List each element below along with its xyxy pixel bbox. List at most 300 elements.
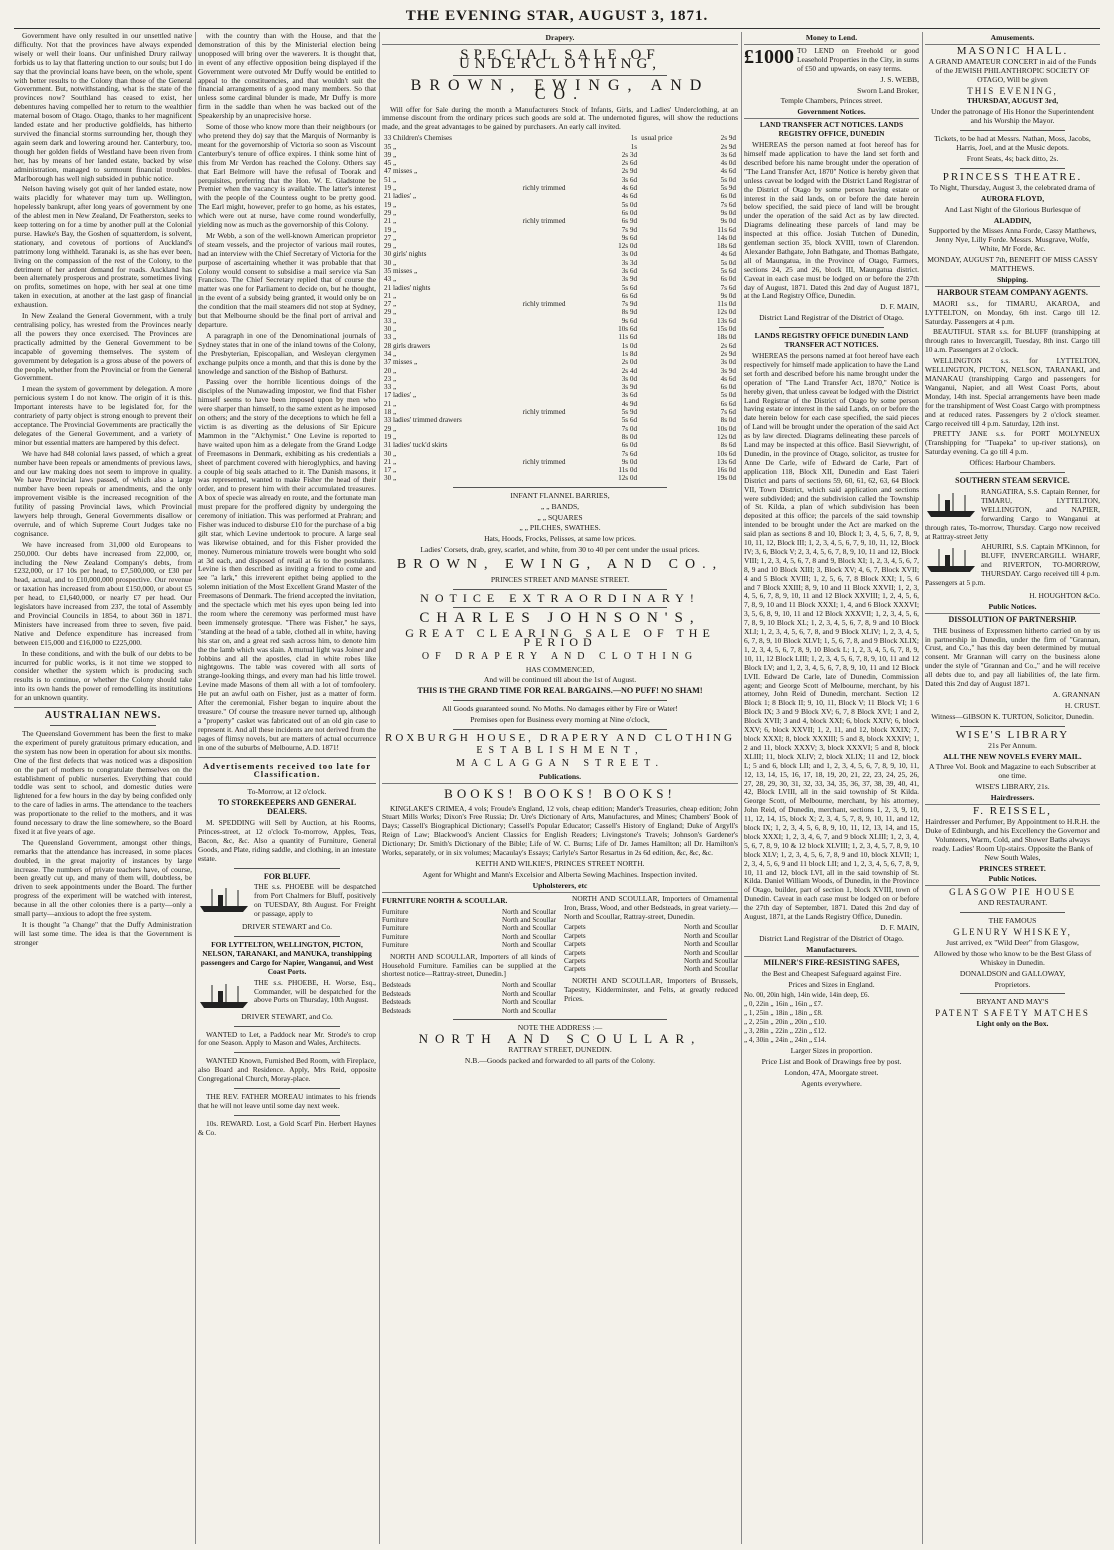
ns-word: Bedsteads <box>382 1006 411 1015</box>
money-amount: £1000 <box>744 45 794 68</box>
usual-price-label <box>639 367 699 375</box>
usual-price-label <box>639 167 699 175</box>
steamship-icon <box>198 981 250 1011</box>
divider <box>779 327 884 328</box>
sale-price: 2s 9d <box>621 167 638 176</box>
usual-price-label <box>639 342 699 350</box>
ns-name: North and Scoullar <box>684 965 738 974</box>
article-paragraph: Mr Webb, a son of the well-known American proprietor of steam vessels, and the projector of various mail routes, had an interview with the Chief Secretary of Victoria for the purpose of ascertaining whether it was probable that that Colony would consent to subsidise a mail service via San Francisco. The Chief Secretary replied that of course the matter was one for Parliament to decide on, but he thought, in the event of a subsidy being granted, it would only be on the condition that the mail steamers did not stop at Sydney, but that Melbourne should be the final port of arrival and departure. <box>198 230 376 329</box>
ad-body: NORTH AND SCOULLAR, Importers of all kinds of Household Furniture. Families can be supplied at the shortest notice—Rattray-street, Dunedin.] <box>382 951 556 979</box>
price-row <box>382 408 738 416</box>
item-name: 17 ladies' „ <box>384 391 417 400</box>
section-heading: Public Notices. <box>925 603 1100 614</box>
item-name: 43 „ <box>384 275 397 284</box>
item-name: 34 „ <box>384 349 397 358</box>
sale-price: 3s 9d <box>621 275 638 284</box>
ad-signature: H. CRUST. <box>1064 700 1100 710</box>
item-name: 30 „ <box>384 325 397 334</box>
item-note <box>521 416 601 424</box>
item-name: 30 „ <box>384 258 397 267</box>
usual-price-label <box>639 226 699 234</box>
sale-price: 6s 6d <box>621 291 638 300</box>
sale-price: 7s 9d <box>621 300 638 309</box>
southern-title: SOUTHERN STEAM SERVICE. <box>955 476 1070 486</box>
usual-price: 2s 6d <box>720 341 736 350</box>
usual-price-label <box>639 375 699 383</box>
usual-price: 2s 9d <box>720 134 736 143</box>
firm-name: BROWN, EWING, AND CO. <box>410 76 710 103</box>
harbour-title: HARBOUR STEAM COMPANY AGENTS. <box>937 287 1088 297</box>
sale-price: 3s 9d <box>621 383 638 392</box>
sale-price: 1s 0d <box>621 341 638 350</box>
milner-price-rows <box>744 991 919 1044</box>
ad-body: NORTH AND SCOULLAR, Importers of Ornamental Iron, Brass, Wood, and other Bedsteads, in great variety.—North and Scoullar, Rattray-street, Dunedin. <box>564 893 738 921</box>
milner-sub: the Best and Cheapest Safeguard against Fire. <box>761 968 902 978</box>
ns-list-row <box>382 924 556 932</box>
price-row <box>382 250 738 258</box>
ad-date: To-Morrow, at 12 o'clock. <box>247 787 327 797</box>
column-divider <box>195 32 196 1544</box>
ad-title: FOR BLUFF. <box>263 871 311 881</box>
ns-word: Bedsteads <box>382 998 411 1007</box>
item-name: 19 „ <box>384 225 397 234</box>
late-ads-heading: Advertisements received too late for Classification. <box>202 760 372 780</box>
notice-office: District Land Registrar of the District of Otago. <box>759 933 904 943</box>
ns-name: North and Scoullar <box>502 924 556 933</box>
article-paragraph: Passing over the horrible licentious doings of the disciples of the Nunawading impostor, we find that Fisher himself seems to have been imposed upon by men who were sharper than himself, to the same extent as he imposed on others; and the story of the deceptions to which he fell a victim is as diverting as the delusions of Sir Epicure Mammon in the "Alchymist." One Levine is reported to have waited upon him as a delegate from the Grand Lodge of Freemasons in Denmark, exhibiting as his credentials a sheet of parchment covered with hieroglyphics, and having a couple of big seals attached to it. The Danish masons, it was represented, wanted to make Fisher the head of their order, and to present him with their accumulated treasures. A box of specie was already en route, and the fortunate man must prepare for the proffered dignity by undergoing the ceremony of initiation. This was performed at Prahran; and Fisher was induced to disburse £10 for the purchase of a big gilt star, which Levine undertook to procure. A large seal was likewise obtained, and for this Fisher provided the money. Numerous miniature trowels were bought who sold at 3d each, and disposed of retail at 6s to the postulants. Levine is then described as inviting a friend to come and see "a lark," this irreverent epithet being applied to the solemn initiation of the Most Excellent Grand Master of the Freemasons of Denmark. The friend accepted the invitation, and the spectacle which met his eyes upon being led into the room where the ceremony was performed must have been immensely grotesque. "There was Fisher," he says, "standing at the head of a table, clothed all in white, having his star on, and a great red sash across him, to denote him the the lamb which was slain. A mutual light was Joiner and Jobbins and all the apostles, clad in white robes like nightgowns. The table was covered with all sorts of strange-looking things, and every man had his little trowel. Levine made Masons of them all with a lot of tomfoolery. He put an awful oath on Fisher, just as a matter of form. After the ceremonial, Fisher began to inquire about the treasure." Of course the treasure never turned up, although a "property" casket was fabricated out of an old gin case to represent it. And all these incidents are not derived from the pages of flimsy novels, but are matters of actual occurrence in one of the suburbs of Melbourne, A.D. 1871! <box>198 377 376 752</box>
usual-price: 5s 9d <box>720 184 736 193</box>
milner-list: Price List and Book of Drawings free by post. <box>761 1056 902 1066</box>
milner-row: No. 00, 20in high, 14in wide, 14in deep, £6. <box>744 991 870 1000</box>
bargains-line: THIS IS THE GRAND TIME FOR REAL BARGAINS.—NO PUFF! NO SHAM! <box>417 686 703 696</box>
price-row <box>382 433 738 441</box>
sale-price: 4s 9d <box>621 399 638 408</box>
item-note <box>521 292 601 300</box>
item-note <box>521 474 601 482</box>
price-row <box>382 425 738 433</box>
dissolution-witness: Witness—GIBSON K. TURTON, Solicitor, Dunedin. <box>931 711 1094 721</box>
guaranteed-line: All Goods guaranteed sound. No Moths. No damages either by Fire or Water! <box>442 704 678 714</box>
usual-price: 4s 0d <box>720 159 736 168</box>
sale-price: 1s <box>630 134 638 143</box>
ns-list-row <box>564 957 738 965</box>
price-row <box>382 325 738 333</box>
price-row <box>382 192 738 200</box>
item-name: 33 „ <box>384 333 397 342</box>
item-name: 33 „ <box>384 316 397 325</box>
bryant-line: BRYANT AND MAY'S <box>976 997 1049 1007</box>
usual-price-label <box>639 433 699 441</box>
item-note <box>521 259 601 267</box>
wise-foot: WISE'S LIBRARY, 21s. <box>975 782 1050 792</box>
steamship-icon <box>925 490 977 520</box>
item-note <box>521 151 601 159</box>
item-name: 29 „ <box>384 208 397 217</box>
sale-price: 5s 0d <box>621 200 638 209</box>
milner-row: „ 1, 25in „ 18in „ 18in „ £8. <box>744 1009 823 1018</box>
milner-row: „ 0, 22in „ 16in „ 16in „ £7. <box>744 1000 823 1009</box>
usual-price: 19s 0d <box>717 474 736 483</box>
usual-price: 2s 9d <box>720 142 736 151</box>
ad-body: M. SPEDDING will Sell by Auction, at his Rooms, Princes-street, at 12 o'clock To-morrow, Apples, Teas, Bacon, &c, &c. Also a quantity of Furniture, General Goods, and Plate, riding saddle, and clothing, in an intestate estate. <box>198 818 376 863</box>
usual-price: 18s 0d <box>717 333 736 342</box>
maclaggan-line: MACLAGGAN STREET. <box>456 757 664 769</box>
usual-price-label <box>639 450 699 458</box>
item-name: 21 ladies' „ <box>384 192 417 201</box>
notice-title: LAND TRANSFER ACT NOTICES. LANDS REGISTRY OFFICE, DUNEDIN <box>759 120 904 139</box>
divider <box>453 1019 667 1020</box>
sale-price: 2s 3d <box>621 150 638 159</box>
item-note <box>521 317 601 325</box>
ad-signature: J. S. WEBB, <box>880 74 919 84</box>
wise-novels: ALL THE NEW NOVELS EVERY MAIL. <box>943 751 1082 761</box>
price-row <box>382 143 738 151</box>
article-paragraph: We have increased from 31,000 old Europeans to 250,000. Our debts have increased from 22,000, or, including the New Zealand Company's debts, from £232,000, or 17 10s per head, to £7,500,000, or £30 per head, actual, and to £10,000,000 prospective. Our revenue or taxation has increased from about £150,000, or about £5 per head, to £1,640,000, or nearly £7 per head. Our legislators have increased from 237, the total of Assembly and Provincial Councils in 1854, to about 360 in 1871. Ministers have increased from three to seven, five paid. Native and Defence expenditure has increased from between £15,000 and £16,000 to £225,000. <box>14 539 192 647</box>
ns-name: North and Scoullar <box>684 923 738 932</box>
section-heading: Amusements. <box>925 34 1100 45</box>
divider <box>960 912 1065 913</box>
usual-price-label <box>639 317 699 325</box>
section-heading: Public Notices. <box>925 875 1100 886</box>
usual-price: 9s 0d <box>720 217 736 226</box>
drapery-line: OF DRAPERY AND CLOTHING <box>421 650 699 662</box>
note-address: NOTE THE ADDRESS :— <box>517 1023 603 1032</box>
item-note: richly trimmed <box>522 408 566 417</box>
usual-price-label <box>639 217 699 225</box>
price-row <box>382 267 738 275</box>
ns-title: FURNITURE NORTH & SCOULLAR. <box>382 895 508 905</box>
item-name: 27 „ <box>384 300 397 309</box>
hats-line: Hats, Hoods, Frocks, Pelisses, at same low prices. <box>484 534 636 544</box>
usual-price: 5s 0d <box>720 175 736 184</box>
item-name: 29 „ <box>384 308 397 317</box>
princess-body: To Night, Thursday, August 3, the celebrated drama of <box>929 182 1096 192</box>
usual-price: 3s 9d <box>720 366 736 375</box>
ad-body: 10s. REWARD. Lost, a Gold Scarf Pin. Herbert Haynes & Co. <box>198 1118 376 1137</box>
item-note <box>521 333 601 341</box>
item-note <box>521 275 601 283</box>
price-row <box>382 416 738 424</box>
dissolution-title: DISSOLUTION OF PARTNERSHIP. <box>948 614 1077 624</box>
price-row <box>382 383 738 391</box>
ad-body: NORTH AND SCOULLAR, Importers of Brussels, Tapestry, Kidderminster, and Felts, at greatly reduced Prices. <box>564 975 738 1003</box>
establishment-line: ESTABLISHMENT, <box>476 744 644 756</box>
price-row <box>382 375 738 383</box>
price-row <box>382 300 738 308</box>
ship-notice: RANGATIRA, S.S. Captain Renner, for TIMARU, LYTTELTON, WELLINGTON, and NAPIER, forwarding Cargo to Wanganui at through rates, To-morrow, Thursday. Cargo now received at Rattray-street Jetty <box>925 486 1100 541</box>
item-name: 39 „ <box>384 150 397 159</box>
ns-name: North and Scoullar <box>502 916 556 925</box>
article-paragraph: Some of those who know more than their neighbours (or who pretend they do) say that the Marquis of Normanby is meant for the governorship of Victoria so soon as Viscount Canterbury's tenure of office expires. I think some hint of this from Mr Verdon has reached the Colony. Others say that Earl Belmore will have the refusal of Toorak and perquisites, preferring that the Hon. W. E. Gladstone be Premier when the vacancy is available. The latter's interest with the people of the Countess ought to be pretty good. The Earl might, however, prefer to go home, as his estates, which were out at nurse, have come round wonderfully, yielding now as much as the governorship of this Colony. <box>198 122 376 230</box>
price-row <box>382 400 738 408</box>
sale-price: 2s 6d <box>621 159 638 168</box>
glenury-title: GLENURY WHISKEY, <box>953 927 1072 938</box>
item-note <box>521 209 601 217</box>
ns-name: North and Scoullar <box>684 940 738 949</box>
item-name: 33 Children's Chemises <box>384 134 452 143</box>
item-note <box>521 375 601 383</box>
ns-list-row <box>564 923 738 931</box>
usual-price-label <box>639 143 699 151</box>
item-note <box>521 425 601 433</box>
article-paragraph: We have had 848 colonial laws passed, of which a great number have been repeals or amendments of previous laws, and our law making does not seem to improve in quality. We have Provincial laws passed, of which also a large number have been repeals or amendments, and the only improvement visible is the increased recognition of the futility of passing Provincial laws, which Provincial lawyers help through, General Governments disallow or overrule, and of which Supreme Court Judges take no cognisance. <box>14 448 192 538</box>
section-heading: Money to Lend. <box>744 34 919 45</box>
item-note <box>521 234 601 242</box>
column-divider <box>741 32 742 1544</box>
notice-title: LANDS REGISTRY OFFICE DUNEDIN LAND TRANSFER ACT NOTICES. <box>754 331 909 350</box>
sale-title: SPECIAL SALE OF UNDERCLOTHING, <box>458 46 662 72</box>
ns-carpets-list <box>564 923 738 973</box>
divider <box>234 1052 341 1053</box>
item-note <box>521 226 601 234</box>
ship-notice: AHURIRI, S.S. Captain M'Kinnon, for BLUFF, INVERCARGILL WHARF, and RIVERTON, TO-MORROW, THURSDAY. Cargo received till 4 p.m. Passengers at 5 p.m. <box>925 542 1100 588</box>
divider <box>453 607 667 608</box>
usual-price: 10s 0d <box>717 424 736 433</box>
usual-price: 8s 0d <box>720 416 736 425</box>
ns-word: Carpets <box>564 940 586 949</box>
sale-price: 9s 6d <box>621 233 638 242</box>
item-note <box>521 242 601 250</box>
reissel-title: F. REISSEL, <box>973 805 1052 818</box>
usual-price: 11s 0d <box>717 300 736 309</box>
item-note <box>521 466 601 474</box>
item-name: 21 „ <box>384 399 397 408</box>
price-row <box>382 159 738 167</box>
concert-date: THURSDAY, AUGUST 3rd, <box>966 96 1059 106</box>
ns-name: North and Scoullar <box>502 998 556 1007</box>
tickets-info: Tickets, to be had at Messrs. Nathan, Moss, Jacobs, Harris, Joel, and at the Music depots. <box>934 134 1091 153</box>
sale-price: 6s 0d <box>621 208 638 217</box>
usual-price-label <box>639 259 699 267</box>
usual-price-label <box>639 474 699 482</box>
sale-price: 11s 0d <box>618 466 638 475</box>
usual-price-label <box>639 234 699 242</box>
usual-price: 3s 0d <box>720 358 736 367</box>
usual-price-label <box>639 391 699 399</box>
sale-price: 12s 0d <box>618 474 638 483</box>
usual-price: 6s 0d <box>720 383 736 392</box>
steamship-icon <box>925 545 977 575</box>
usual-price: 4s 6d <box>720 167 736 176</box>
price-row <box>382 217 738 225</box>
item-note <box>521 201 601 209</box>
glenury-body: Allowed by those who know to be the Best Glass of Whiskey in Dunedin. <box>933 948 1092 967</box>
article-paragraph: The Queensland Government has been the first to make the experiment of purely gratuitous primary education, and the system has now been in operation for about six months. One of the first defects that was noticed was a disposition on the part of mothers to congratulate themselves on the establishment of public nurseries. Everything that could toddle was sent to school, and domestic duties were lightened for a few hours in the day by being confided only to the care of ladies in arms. The attendance to the teachers was proportionate to the relief to the mothers, and it was found necessary to draw the line somewhere, so the Board fixed it at five years of age. <box>14 728 192 836</box>
usual-price: 14s 0d <box>717 233 736 242</box>
ns-word: Bedsteads <box>382 981 411 990</box>
infant-line: INFANT FLANNEL BARRIES, <box>510 490 610 500</box>
item-name: 23 „ <box>384 374 397 383</box>
item-name: 29 „ <box>384 242 397 251</box>
aladdin: ALADDIN, <box>993 215 1032 225</box>
item-name: 33 ladies' trimmed drawers <box>384 416 462 425</box>
ship-notice: MAORI s.s., for TIMARU, AKAROA, and LYTTELTON, on Monday, 6th inst. Cargo till 12. Saturday. Passengers at 4 p.m. <box>925 298 1100 326</box>
usual-price: 7s 6d <box>720 283 736 292</box>
sale-price: 5s 9d <box>621 408 638 417</box>
usual-price: 6s 6d <box>720 399 736 408</box>
item-name: 30 girls' nights <box>384 250 427 259</box>
section-heading: Government Notices. <box>744 108 919 119</box>
ad-body: THE s.s. PHOEBE, H. Worse, Esq., Commander, will be despatched for the above Ports on Thursday, 10th August. <box>254 977 376 1005</box>
milner-row: „ 3, 28in „ 22in „ 22in „ £12. <box>744 1027 827 1036</box>
price-row <box>382 391 738 399</box>
item-note <box>521 400 601 408</box>
usual-price: 10s 6d <box>717 449 736 458</box>
sale-price: 2s 4d <box>621 366 638 375</box>
item-note <box>521 267 601 275</box>
usual-price: 13s 6d <box>717 457 736 466</box>
usual-price-label <box>639 466 699 474</box>
ns-word: Carpets <box>564 965 586 974</box>
usual-price: 5s 0d <box>720 391 736 400</box>
ns-list-row <box>382 998 556 1006</box>
column-1 <box>14 32 192 1544</box>
usual-price: 9s 0d <box>720 208 736 217</box>
usual-price: 9s 0d <box>720 291 736 300</box>
continued-line: And will be continued till about the 1st of August. <box>483 675 637 685</box>
divider <box>453 589 667 590</box>
price-row <box>382 226 738 234</box>
ns-list-row <box>564 932 738 940</box>
item-note <box>521 192 601 200</box>
infant-line: „ „ BANDS, <box>540 501 580 511</box>
sale-price: 2s 0d <box>621 358 638 367</box>
keith-agent: Agent for Whight and Mann's Excelsior and Alberta Sewing Machines. Inspection invited. <box>422 869 698 879</box>
price-row <box>382 242 738 250</box>
ns-name: North and Scoullar <box>502 981 556 990</box>
price-row <box>382 184 738 192</box>
price-row <box>382 367 738 375</box>
item-note <box>521 358 601 366</box>
usual-price: 8s 6d <box>720 441 736 450</box>
ns-list-row <box>382 908 556 916</box>
article-paragraph: I mean the system of government by delegation. A more pernicious system I do not know. The origin of it is this. Important interests have to be legislated for, for the contrariety of party object is strong enough to prevent their acceptance. The Provincial Governments are practically the delegates of the General Government, and a variety of minor but essential matters are hampered by this defect. <box>14 384 192 447</box>
ns-list-row <box>382 933 556 941</box>
item-note: richly trimmed <box>522 184 566 193</box>
item-note <box>521 342 601 350</box>
item-note <box>521 134 601 142</box>
sale-price: 3s 6d <box>621 175 638 184</box>
column-3-drapery <box>382 32 738 1544</box>
ad-address: Temple Chambers, Princes street. <box>780 96 883 106</box>
ad-signature: DRIVER STEWART and Co. <box>241 922 333 932</box>
price-row <box>382 342 738 350</box>
item-note <box>521 450 601 458</box>
patent-title: PATENT SAFETY MATCHES <box>935 1008 1090 1019</box>
usual-price-label <box>639 192 699 200</box>
article-paragraph: In New Zealand the General Government, with a truly centralising policy, has wrested from the Provinces nearly all the powers they once exercised. The Provinces are practically admitted by the General Government to be incapable of governing themselves. The system of government by delegation is a gross abuse of the powers of the people, whether from the Provincial or from the General Government. <box>14 311 192 383</box>
masonic-title: MASONIC HALL. <box>956 44 1069 57</box>
dissolution-body: THE business of Expressmen hitherto carried on by us in partnership in Dunedin, under the firm of "Grannan, Crust, and Co.," has this day been determined by mutual consent. Mr Grannan will carry on the business alone under the style of "Grannan and Co.," and he will receive all debts due to, and pay all liabilities of, the late firm. Dated this 2nd day of August 1871. <box>925 625 1100 689</box>
price-row <box>382 292 738 300</box>
item-note <box>521 367 601 375</box>
item-note <box>521 391 601 399</box>
usual-price-label <box>639 416 699 424</box>
price-row <box>382 474 738 482</box>
proprietors-line: Proprietors. <box>994 979 1031 989</box>
offices-line: Offices: Harbour Chambers. <box>969 458 1056 468</box>
usual-price-label <box>639 250 699 258</box>
item-name: 19 „ <box>384 200 397 209</box>
column-5 <box>925 32 1100 1544</box>
sale-price: 1s 8d <box>621 349 638 358</box>
ad-body: WANTED to Let, a Paddock near Mr. Strode's to crop for one Season. Apply to Mason and Wales, Architects. <box>198 1029 376 1048</box>
item-name: 21 „ <box>384 457 397 466</box>
australian-news-heading: AUSTRALIAN NEWS. <box>44 710 162 722</box>
usual-price-label <box>639 201 699 209</box>
item-name: 31 ladies' tuck'd skirts <box>384 441 448 450</box>
article-paragraph: The Queensland Government, amongst other things, remarks that the attendance has increased, in some places doubled, in the great majority of instances by large increase. The numbers of private teachers have, of course, been greatly cut up, and many of them will, doubtless, be driven to seek appointments under the Board. The further progress of the experiment will be watched with interest, because in all the other colonies there is a party—only a small party—anxious to adopt the free system. <box>14 837 192 919</box>
ns-name: North and Scoullar <box>684 931 738 940</box>
masonic-patron: Under the patronage of His Honor the Superintendent and his Worship the Mayor. <box>930 107 1094 126</box>
clearing-sale: GREAT CLEARING SALE OF THE PERIOD <box>405 625 715 649</box>
usual-price: 6s 0d <box>720 275 736 284</box>
ns-word: Carpets <box>564 948 586 957</box>
usual-price-label <box>639 325 699 333</box>
ad-body: THE s.s. PHOEBE will be despatched from Port Chalmers for Bluff, positively on TUESDAY, 8th August. For Freight or passage, apply to <box>254 882 376 919</box>
ship-notice: BEAUTIFUL STAR s.s. for BLUFF (transhipping at through rates to Invercargill, Tuesday, 8th inst. Cargo till 10 a.m. Passengers at 2 o'clock. <box>925 327 1100 355</box>
item-note <box>521 441 601 449</box>
sale-price: 8s 0d <box>621 432 638 441</box>
usual-price: 16s 0d <box>717 466 736 475</box>
item-name: 37 misses „ <box>384 358 418 367</box>
divider <box>960 168 1065 169</box>
notice-office: District Land Registrar of the District of Otago. <box>759 313 904 323</box>
item-note <box>521 325 601 333</box>
milner-row: „ 4, 30in „ 24in „ 24in „ £14. <box>744 1035 827 1044</box>
wise-title: WISE'S LIBRARY <box>955 728 1070 741</box>
princess-support: Supported by the Misses Anna Forde, Cassy Matthews, Jenny Nye, Lilly Forde. Messrs. Musgrave, Wolfe, White, Mr Forde, &c. <box>928 226 1097 254</box>
divider <box>234 1026 341 1027</box>
masonic-body: A GRAND AMATEUR CONCERT in aid of the Funds of the JEWISH PHILANTHROPIC SOCIETY OF OTAGO, Will be given <box>928 56 1097 84</box>
item-name: 21 „ <box>384 217 397 226</box>
item-name: 47 misses „ <box>384 167 418 176</box>
price-row <box>382 209 738 217</box>
ns-list-row <box>382 916 556 924</box>
princess-last: And Last Night of the Glorious Burlesque of <box>944 204 1081 214</box>
ns-word: Furniture <box>382 916 409 925</box>
ns-word: Carpets <box>564 923 586 932</box>
usual-price-label <box>639 458 699 466</box>
infant-line: „ „ SQUARES <box>537 512 583 522</box>
usual-price-label <box>639 159 699 167</box>
price-row <box>382 259 738 267</box>
price-list <box>382 134 738 482</box>
milner-larger: Larger Sizes in proportion. <box>790 1045 873 1055</box>
usual-price-label <box>639 350 699 358</box>
article-paragraph: Nelson having wisely got quit of her landed estate, now waits placidly for whatever may turn up. Wellington, hopelessly bankrupt, after long years of government by one of the ablest men in New Zealand, Dr Featherston, seeks to keep tottering on for a time by another pull at the Colonial purse. Hawke's Bay, the Goshen of squatterdom, is solvent, stationary, and covetous of portions of Auckland's patrimony long withheld. Taranaki is, as she has ever been, living on the compassion of the rest of the Colony, to the detriment of her ardent demand for roads. Auckland has been alternately prosperous and prostrate, sometimes living on profits, sometimes on hope, with her seal at one time taken in execution, at another at the last gasp of financial exhaustion. <box>14 184 192 310</box>
usual-price-label <box>639 383 699 391</box>
ad-signature: A. GRANNAN <box>1052 690 1100 699</box>
item-note <box>521 250 601 258</box>
ad-body: THE REV. FATHER MOREAU intimates to his friends that he will not leave until some day next week. <box>198 1092 376 1110</box>
section-heading: Drapery. <box>382 34 738 45</box>
price-row <box>382 134 738 142</box>
glasgow-title: GLASGOW PIE HOUSE <box>949 887 1076 898</box>
ns-word: Furniture <box>382 932 409 941</box>
price-row <box>382 284 738 292</box>
johnson-name: CHARLES JOHNSON'S, <box>419 609 701 626</box>
notice-signature: D. F. MAIN, <box>880 923 919 932</box>
sale-price: 10s 6d <box>618 325 638 334</box>
sale-price: 12s 0d <box>618 242 638 251</box>
usual-price-label <box>639 184 699 192</box>
usual-price-label: usual price <box>641 134 673 143</box>
ad-body: KINGLAKE'S CRIMEA, 4 vols; Froude's England, 12 vols, cheap edition; Mander's Treasuries, cheap edition; John Stuart Mills Works; Dixon's Free Russia; Dr. Ure's Dictionary of Arts, Manufactures, and Mines; Chambers' Book of Days; Cassell's Biographical Dictionary; Cassell's Popular Educator; Cassell's History of England; Duke of Argyll's Reign of Law; Blackwood's Ancient Classics for English Readers; Livingstone's Travels; Johnson's Gardener's Dictionary; Dr. Smith's Dictionary of the Bible; Life of W. C. Burns; Life of Dr. James Hamilton; all Dr. Hamilton's Works, separately, or in six volumes; Macaulay's Essays; Carlyle's Sartor Resartus in 2s 6d edition, &c, &c, &c. <box>382 803 738 858</box>
sale-price: 6s 9d <box>621 217 638 226</box>
usual-price-label <box>639 441 699 449</box>
price-row <box>382 275 738 283</box>
